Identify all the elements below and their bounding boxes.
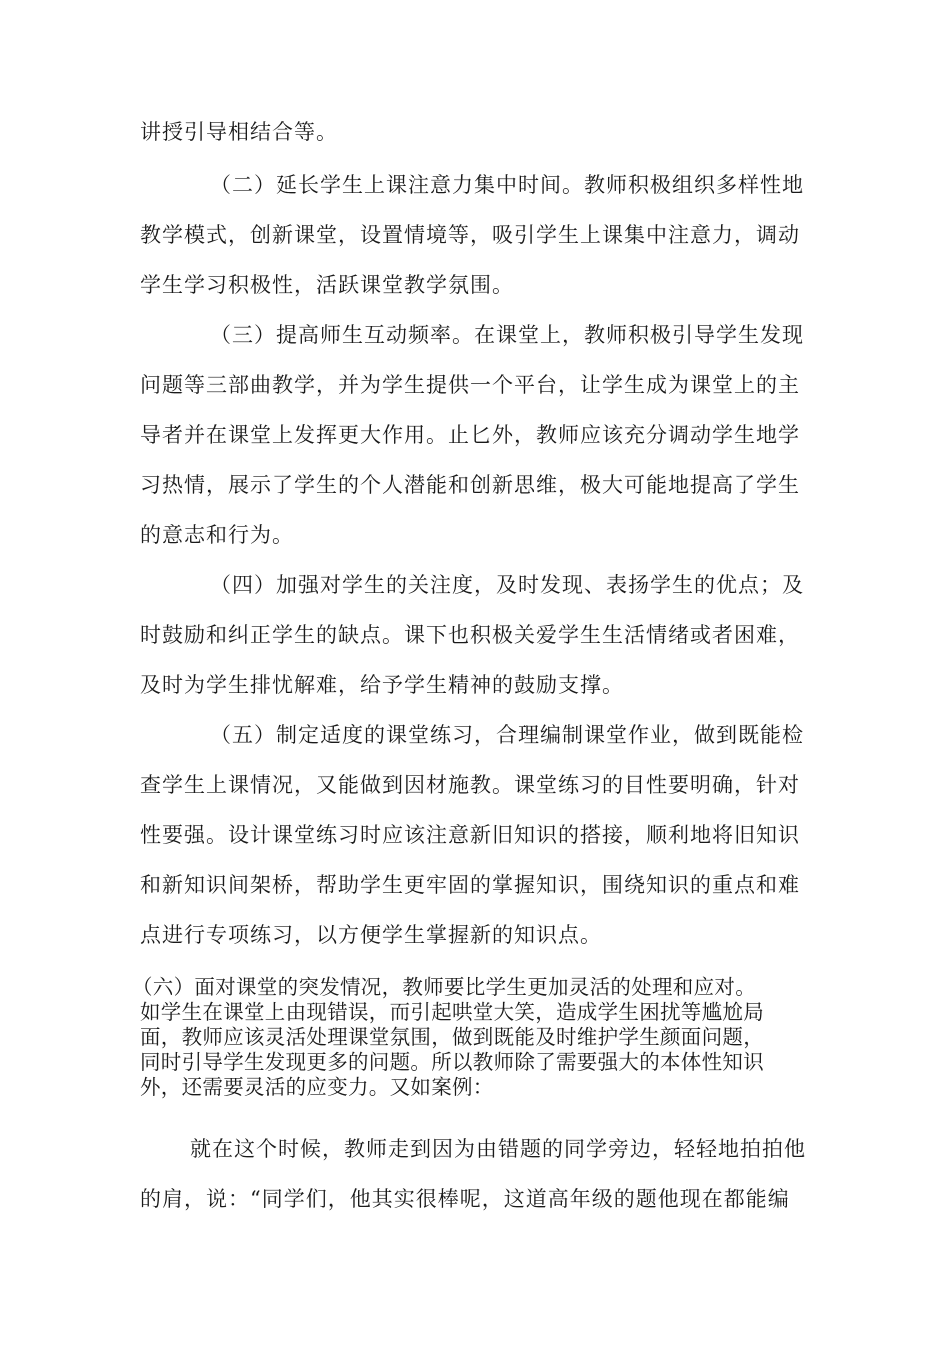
- text-line-11: 时鼓励和纠正学生的缺点。课下也积极关爱学生生活情绪或者困难，: [140, 623, 800, 647]
- text-line-8: 习热情，展示了学生的个人潜能和创新思维，极大可能地提高了学生: [140, 473, 800, 497]
- text-line-12: 及时为学生排忧解难，给予学生精神的鼓励支撑。: [140, 673, 624, 697]
- text-line-21: 同时引导学生发现更多的问题。所以教师除了需要强大的本体性知识: [140, 1050, 764, 1074]
- text-line-14: 查学生上课情况，又能做到因材施教。课堂练习的目性要明确，针对: [140, 773, 800, 797]
- text-line-6: 问题等三部曲教学，并为学生提供一个平台，让学生成为课堂上的主: [140, 373, 800, 397]
- text-line-17: 点进行专项练习，以方便学生掌握新的知识点。: [140, 923, 602, 947]
- text-line-7: 导者并在课堂上发挥更大作用。止匕外，教师应该充分调动学生地学: [140, 423, 800, 447]
- text-line-1: 讲授引导相结合等。: [140, 120, 338, 144]
- text-line-19: 如学生在课堂上由现错误，而引起哄堂大笑，造成学生困扰等尴尬局: [140, 1000, 764, 1024]
- text-line-10: （四）加强对学生的关注度，及时发现、表扬学生的优点；及: [210, 573, 804, 597]
- text-line-22: 外，还需要灵活的应变力。又如案例：: [140, 1075, 494, 1099]
- text-line-15: 性要强。设计课堂练习时应该注意新旧知识的搭接，顺利地将旧知识: [140, 823, 800, 847]
- text-line-9: 的意志和行为。: [140, 523, 294, 547]
- text-line-23: 就在这个时候，教师走到因为由错题的同学旁边，轻轻地拍拍他: [190, 1137, 806, 1161]
- text-line-5: （三）提高师生互动频率。在课堂上，教师积极引导学生发现: [210, 323, 804, 347]
- text-line-4: 学生学习积极性，活跃课堂教学氛围。: [140, 273, 514, 297]
- text-line-18: （六）面对课堂的突发情况，教师要比学生更加灵活的处理和应对。: [132, 975, 756, 999]
- text-line-13: （五）制定适度的课堂练习，合理编制课堂作业，做到既能检: [210, 723, 804, 747]
- text-line-2: （二）延长学生上课注意力集中时间。教师积极组织多样性地: [210, 173, 804, 197]
- text-line-16: 和新知识间架桥，帮助学生更牢固的掌握知识，围绕知识的重点和难: [140, 873, 800, 897]
- text-line-24: 的肩，说：“同学们，他其实很棒呢，这道高年级的题他现在都能编: [140, 1187, 790, 1211]
- text-line-3: 教学模式，创新课堂，设置情境等，吸引学生上课集中注意力，调动: [140, 223, 800, 247]
- text-line-20: 面，教师应该灵活处理课堂氛围，做到既能及时维护学生颜面问题，: [140, 1025, 764, 1049]
